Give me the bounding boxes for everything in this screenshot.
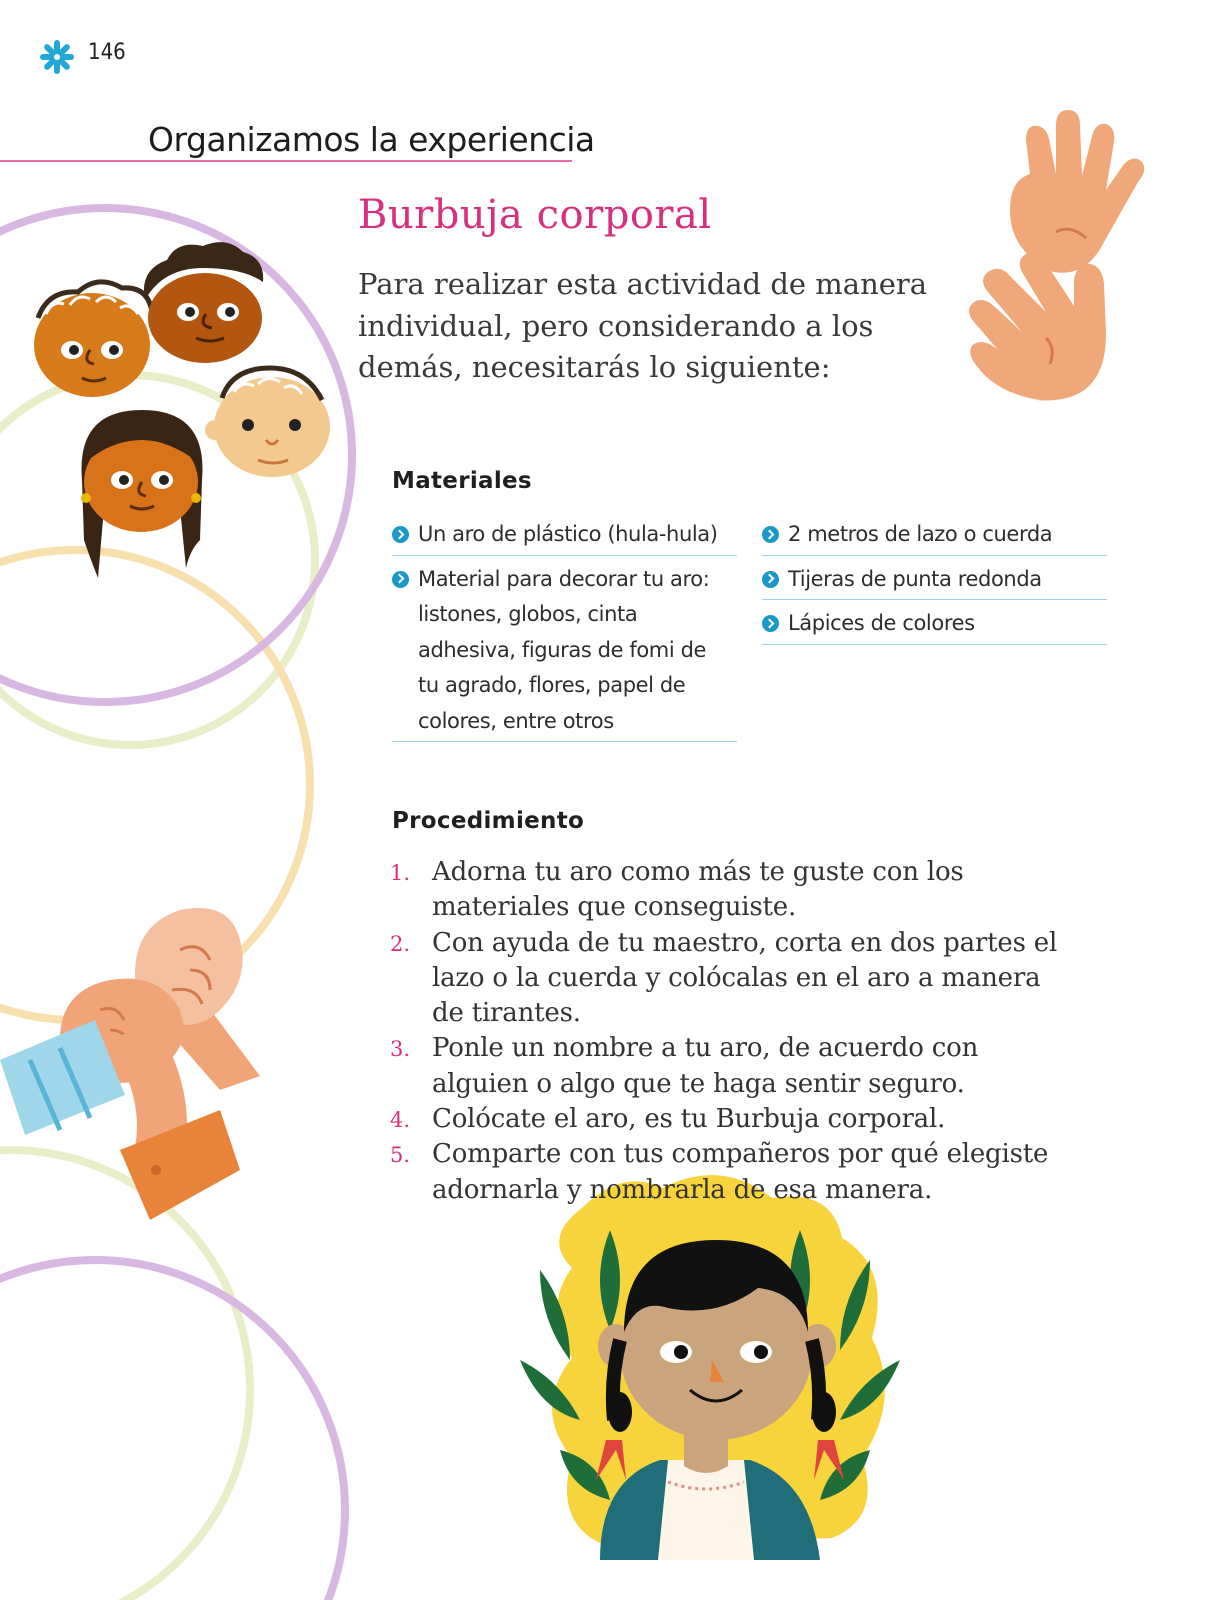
step-line: alguien o algo que te haga sentir seguro. bbox=[432, 1068, 965, 1099]
materials-list-item bbox=[762, 562, 1107, 601]
materials-list-item bbox=[762, 517, 1107, 556]
materials-list-item bbox=[392, 562, 737, 743]
step-line: Colócate el aro, es tu Burbuja corporal. bbox=[432, 1104, 946, 1135]
materials-item-line: listones, globos, cinta bbox=[418, 602, 638, 626]
procedure-step bbox=[390, 1102, 1070, 1137]
procedure-steps bbox=[390, 855, 1070, 1208]
step-number: 4. bbox=[390, 1108, 411, 1133]
intro-line: individual, pero considerando a los bbox=[358, 308, 874, 343]
materials-item-line: 2 metros de lazo o cuerda bbox=[788, 522, 1053, 546]
procedure-step bbox=[390, 926, 1070, 1032]
step-line: lazo o la cuerda y colócalas en el aro a manera bbox=[432, 962, 1041, 993]
step-line: adornarla y nombrarla de esa manera. bbox=[432, 1174, 933, 1205]
intro-line: demás, necesitarás lo siguiente: bbox=[358, 350, 831, 384]
procedure-step bbox=[390, 855, 1070, 926]
step-number: 3. bbox=[390, 1037, 411, 1062]
procedure-heading: Procedimiento bbox=[392, 808, 585, 834]
step-number: 1. bbox=[390, 861, 411, 885]
activity-title: Burbuja corporal bbox=[358, 192, 712, 238]
materials-item-line: Material para decorar tu aro: bbox=[418, 566, 710, 591]
chevron-right-circle-icon bbox=[392, 526, 409, 543]
materials-item-line: tu agrado, flores, papel de bbox=[418, 673, 686, 697]
materials-heading: Materiales bbox=[392, 468, 532, 494]
step-line: materiales que conseguiste. bbox=[432, 892, 797, 923]
joined-hands-illustration bbox=[0, 908, 260, 1220]
materials-list-right bbox=[762, 517, 1107, 651]
materials-item-line: Un aro de plástico (hula-hula) bbox=[418, 522, 718, 546]
materials-item-line: adhesiva, figuras de fomi de bbox=[418, 637, 707, 662]
page-number: 146 bbox=[88, 40, 126, 65]
materials-item-line: Tijeras de punta redonda bbox=[788, 566, 1042, 591]
activity-intro bbox=[358, 264, 958, 389]
section-title: Organizamos la experiencia bbox=[148, 120, 595, 159]
chevron-right-circle-icon bbox=[392, 571, 409, 588]
materials-list-left bbox=[392, 517, 737, 748]
materials-list-item bbox=[392, 517, 737, 556]
materials-list-item bbox=[762, 606, 1107, 645]
step-line: Ponle un nombre a tu aro, de acuerdo con bbox=[432, 1033, 979, 1064]
materials-item-line: Lápices de colores bbox=[788, 611, 975, 635]
step-line: Adorna tu aro como más te guste con los bbox=[432, 857, 964, 887]
step-line: Comparte con tus compañeros por qué elegiste bbox=[432, 1139, 1049, 1170]
procedure-step bbox=[390, 1031, 1070, 1102]
children-faces-illustration bbox=[34, 242, 330, 578]
chevron-right-circle-icon bbox=[762, 571, 779, 588]
step-number: 5. bbox=[390, 1143, 411, 1168]
step-line: Con ayuda de tu maestro, corta en dos partes el bbox=[432, 927, 1058, 958]
girl-illustration bbox=[520, 1175, 900, 1560]
chevron-right-circle-icon bbox=[762, 615, 779, 632]
snowflake-flower-icon bbox=[38, 38, 76, 76]
section-title-underline bbox=[0, 160, 572, 162]
waving-hands-illustration bbox=[969, 110, 1144, 400]
step-number: 2. bbox=[390, 931, 411, 956]
step-line: de tirantes. bbox=[432, 998, 581, 1029]
materials-item-line: colores, entre otros bbox=[418, 708, 614, 733]
procedure-step bbox=[390, 1137, 1070, 1208]
chevron-right-circle-icon bbox=[762, 526, 779, 543]
intro-line: Para realizar esta actividad de manera bbox=[358, 267, 928, 301]
